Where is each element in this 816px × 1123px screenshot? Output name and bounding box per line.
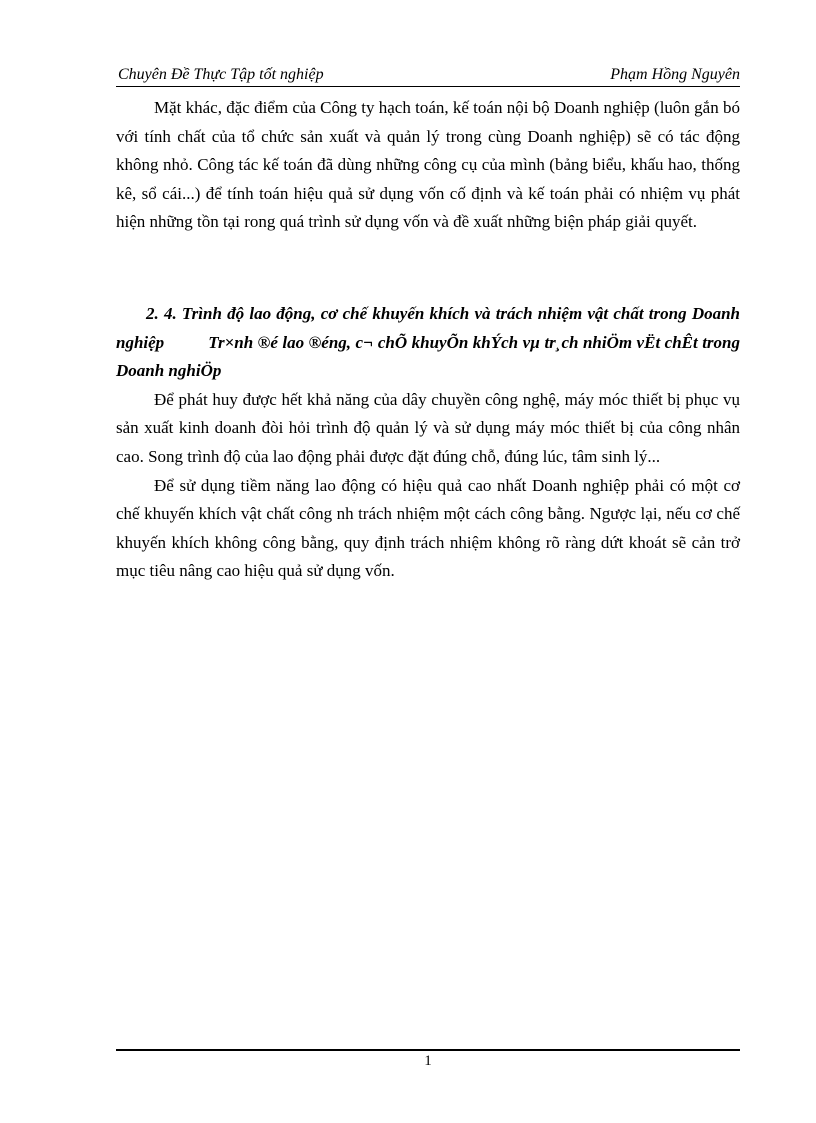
- header-author-name: Phạm Hồng Nguyên: [610, 66, 740, 83]
- body-paragraph: Mặt khác, đặc điểm của Công ty hạch toán, kế toán nội bộ Doanh nghiệp (luôn gắn bó với tính chất của tổ chức sản xuất và quản lý trong cùng Doanh nghiệp) sẽ có tác động không nhỏ. Công tác kế toán đã dùng những công cụ của mình (bảng biểu, khấu hao, thống kê, sổ cái...) để tính toán hiệu quả sử dụng vốn cố định và kế toán phải có nhiệm vụ phát hiện những tồn tại rong quá trình sử dụng vốn và đề xuất những biện pháp giải quyết.: [116, 98, 740, 232]
- section-heading-legacy-encoding: Tr×nh ®é lao ®éng, c¬ chÕ khuyÕn khÝch vµ tr¸ch nhiÖm vËt chÊt trong Doanh nghiÖp: [116, 332, 740, 381]
- body-paragraph: Để phát huy được hết khả năng của dây chuyền công nghệ, máy móc thiết bị phục vụ sản xuất kinh doanh đòi hỏi trình độ quản lý và sử dụng máy móc thiết bị của công nhân cao. Song trình độ của lao động phải được đặt đúng chỗ, đúng lúc, tâm sinh lý...: [116, 389, 740, 466]
- section-heading-text: 2. 4. Trình độ lao động, cơ chế khuyến khích và trách nhiệm vật chất trong Doanh nghiệp: [116, 303, 740, 352]
- header-document-title: Chuyên Đề Thực Tập tốt nghiệp: [118, 66, 324, 83]
- footer-divider: [116, 1049, 740, 1051]
- section-heading: [116, 300, 740, 386]
- page-header: [116, 64, 740, 87]
- body-paragraph: Để sử dụng tiềm năng lao động có hiệu quả cao nhất Doanh nghiệp phải có một cơ chế khuyến khích vật chất công nh trách nhiệm một cách công bằng. Ngược lại, nếu cơ chế khuyến khích không công bằng, quy định trách nhiệm không rõ ràng dứt khoát sẽ cản trở mục tiêu nâng cao hiệu quả sử dụng vốn.: [116, 475, 740, 581]
- page-number: 1: [424, 1053, 432, 1069]
- document-body: [116, 94, 740, 586]
